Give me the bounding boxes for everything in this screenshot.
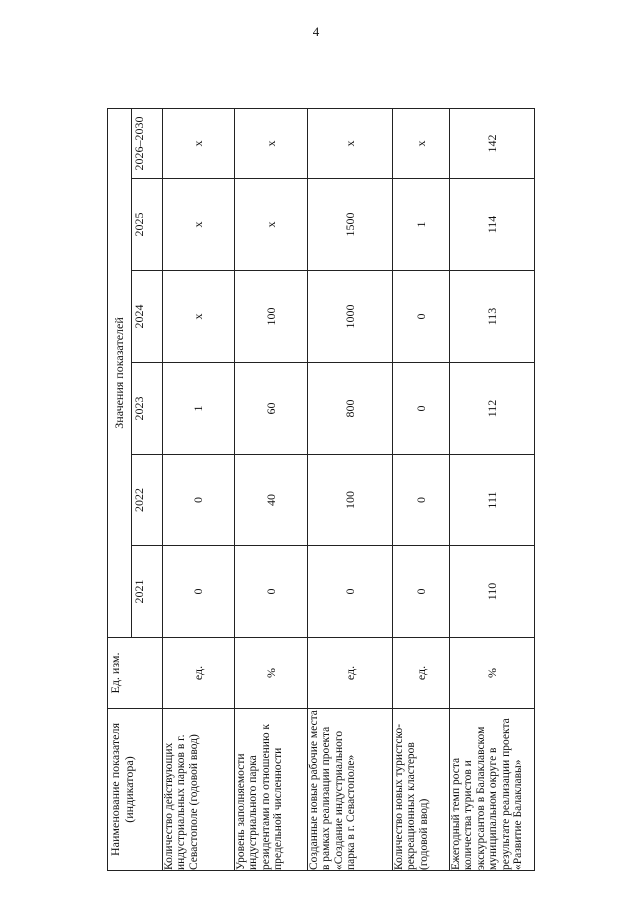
indicators-table-wrapper [107,109,535,871]
indicator-value: 110 [450,546,535,638]
indicator-value: 0 [393,546,450,638]
indicator-value: 113 [450,271,535,363]
header-year: 2025 [132,179,163,271]
indicator-value: 0 [393,271,450,363]
indicator-name: Ежегодный темп роста количества туристов и экскурсантов в Балаклавском муниципальном округе в результате реализации проекта «Развитие Балаклавы» [450,709,535,871]
indicator-value: 40 [235,455,308,546]
indicator-value: 1000 [308,271,393,363]
indicator-name: Количество новых туристско-рекреационных кластеров (годовой ввод) [393,709,450,871]
indicator-name: Созданные новые рабочие места в рамках реализации проекта «Создание индустриального парка в г. Севастополе» [308,709,393,871]
header-year: 2023 [132,363,163,455]
indicator-value: 111 [450,455,535,546]
header-year: 2026–2030 [132,108,163,178]
indicator-value: 114 [450,179,535,271]
indicator-value: 0 [163,546,235,638]
indicator-value: х [163,271,235,363]
page-number: 4 [312,24,320,39]
table-row [235,108,308,870]
indicator-value: 60 [235,363,308,455]
indicator-name: Уровень заполняемости индустриального парка резидентами по отношению к предельной численности [235,709,308,871]
indicator-value: х [163,108,235,178]
indicator-value: 0 [235,546,308,638]
header-unit: Ед. изм. [108,638,163,709]
indicator-unit: ед. [163,638,235,709]
indicator-value: 0 [163,455,235,546]
indicator-value: 0 [308,546,393,638]
indicator-name: Количество действующих индустриальных парков в г. Севастополе (годовой ввод) [163,709,235,871]
indicator-value: х [235,108,308,178]
indicator-value: 142 [450,108,535,178]
indicator-value: 100 [308,455,393,546]
indicator-value: 100 [235,271,308,363]
header-year: 2021 [132,546,163,638]
table-row [308,108,393,870]
table-row [450,108,535,870]
header-values-group: Значения показателей [108,108,132,637]
table-row [163,108,235,870]
indicator-unit: ед. [393,638,450,709]
header-row-top [108,108,132,870]
indicator-unit: % [450,638,535,709]
indicator-value: 1500 [308,179,393,271]
indicator-value: 1 [393,179,450,271]
indicator-value: 0 [393,363,450,455]
indicator-value: х [163,179,235,271]
indicator-unit: ед. [308,638,393,709]
indicator-value: 0 [393,455,450,546]
indicator-value: х [308,108,393,178]
indicator-value: х [235,179,308,271]
table-row [393,108,450,870]
indicator-value: 800 [308,363,393,455]
indicator-value: х [393,108,450,178]
indicators-table [107,108,535,871]
indicator-value: 112 [450,363,535,455]
indicator-unit: % [235,638,308,709]
indicator-value: 1 [163,363,235,455]
header-year: 2024 [132,271,163,363]
header-year: 2022 [132,455,163,546]
header-indicator-name: Наименование показателя (индикатора) [108,709,163,871]
